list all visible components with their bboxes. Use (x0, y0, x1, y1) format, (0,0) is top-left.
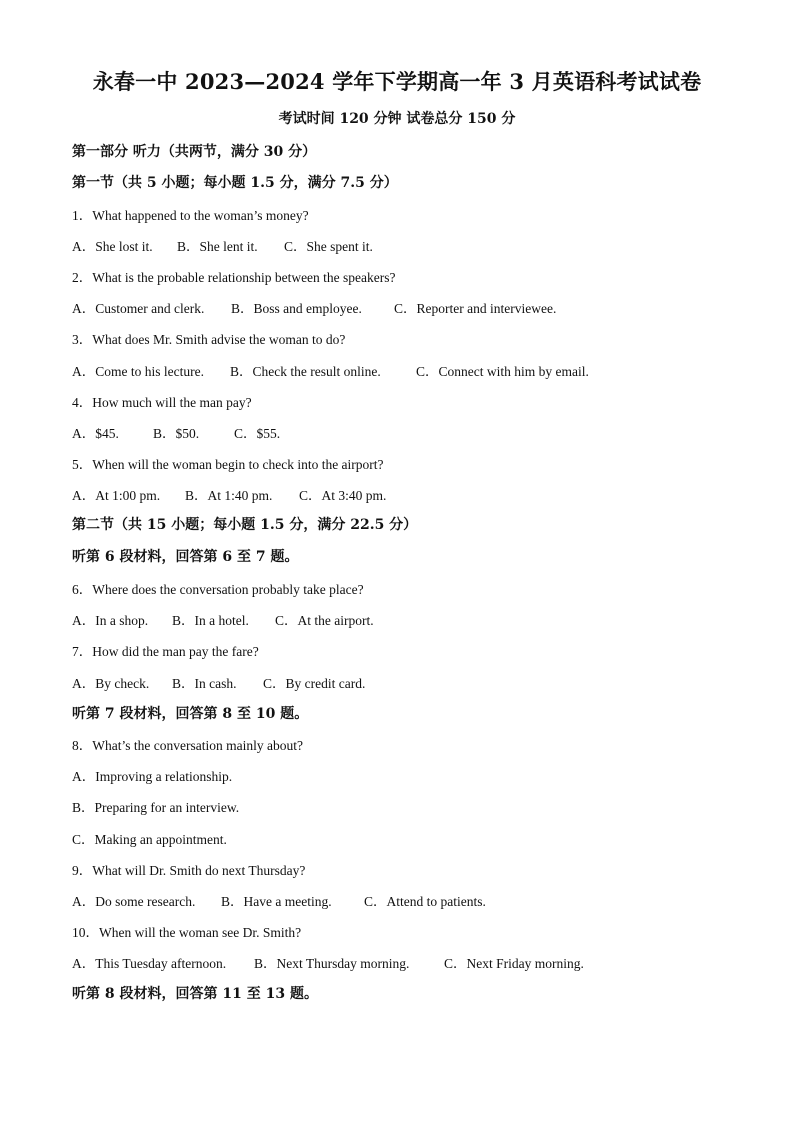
material-8-instruction: 听第 8 段材料，回答第 11 至 13 题。 (72, 986, 318, 1002)
question-4: 4．How much will the man pay? (72, 395, 252, 410)
option-c[interactable]: C．By credit card. (263, 676, 366, 691)
option-c[interactable]: C．$55. (234, 426, 281, 441)
section1-heading: 第一节（共 5 小题；每小题 1.5 分，满分 7.5 分） (72, 175, 398, 191)
option-c[interactable]: C．Attend to patients. (364, 894, 486, 909)
question-7-options (72, 672, 365, 692)
option-b[interactable]: B．Boss and employee. (231, 301, 362, 316)
question-9: 9．What will Dr. Smith do next Thursday? (72, 863, 306, 878)
option-c[interactable]: C．At 3:40 pm. (299, 488, 387, 503)
option-b[interactable]: B．She lent it. (177, 239, 258, 254)
question-6: 6．Where does the conversation probably take place? (72, 582, 364, 597)
question-3-options (72, 360, 589, 380)
part1-heading: 第一部分 听力（共两节，满分 30 分） (72, 144, 317, 160)
option-a[interactable]: A．$45. (72, 426, 119, 441)
option-a[interactable]: A．She lost it. (72, 239, 153, 254)
question-2-options (72, 297, 556, 317)
question-5: 5．When will the woman begin to check into the airport? (72, 457, 384, 472)
option-b[interactable]: B．$50. (153, 426, 200, 441)
option-b[interactable]: B．At 1:40 pm. (185, 488, 273, 503)
question-8-option-a[interactable]: A．Improving a relationship. (72, 769, 233, 784)
question-10-options (72, 952, 584, 972)
option-a[interactable]: A．At 1:00 pm. (72, 488, 161, 503)
exam-title: 永春一中 2023—2024 学年下学期高一年 3 月英语科考试试卷 (92, 69, 702, 94)
question-6-options (72, 609, 374, 629)
question-8: 8．What’s the conversation mainly about? (72, 738, 303, 753)
question-10: 10．When will the woman see Dr. Smith? (72, 925, 302, 940)
question-1-options (72, 235, 373, 255)
question-5-options (72, 484, 386, 504)
option-a[interactable]: A．Come to his lecture. (72, 364, 204, 379)
option-b[interactable]: B．In a hotel. (172, 613, 249, 628)
section2-heading: 第二节（共 15 小题；每小题 1.5 分，满分 22.5 分） (72, 517, 418, 533)
option-c[interactable]: C．At the airport. (275, 613, 374, 628)
question-8-option-c[interactable]: C．Making an appointment. (72, 832, 227, 847)
option-b[interactable]: B．Have a meeting. (221, 894, 332, 909)
exam-subtitle: 考试时间 120 分钟 试卷总分 150 分 (278, 111, 516, 127)
question-4-options (72, 422, 280, 442)
question-8-option-b[interactable]: B．Preparing for an interview. (72, 800, 240, 815)
material-6-instruction: 听第 6 段材料，回答第 6 至 7 题。 (72, 549, 299, 565)
option-a[interactable]: A．Customer and clerk. (72, 301, 205, 316)
option-a[interactable]: A．By check. (72, 676, 150, 691)
option-b[interactable]: B．Check the result online. (230, 364, 381, 379)
option-b[interactable]: B．Next Thursday morning. (254, 956, 410, 971)
question-1: 1．What happened to the woman’s money? (72, 208, 309, 223)
question-9-options (72, 890, 486, 910)
question-3: 3．What does Mr. Smith advise the woman to do? (72, 332, 346, 347)
option-a[interactable]: A．In a shop. (72, 613, 149, 628)
option-c[interactable]: C．Next Friday morning. (444, 956, 584, 971)
question-7: 7．How did the man pay the fare? (72, 644, 259, 659)
option-b[interactable]: B．In cash. (172, 676, 237, 691)
option-c[interactable]: C．She spent it. (284, 239, 373, 254)
option-a[interactable]: A．This Tuesday afternoon. (72, 956, 227, 971)
option-c[interactable]: C．Reporter and interviewee. (394, 301, 557, 316)
option-c[interactable]: C．Connect with him by email. (416, 364, 589, 379)
material-7-instruction: 听第 7 段材料，回答第 8 至 10 题。 (72, 706, 309, 722)
option-a[interactable]: A．Do some research. (72, 894, 196, 909)
question-2: 2．What is the probable relationship between the speakers? (72, 270, 396, 285)
